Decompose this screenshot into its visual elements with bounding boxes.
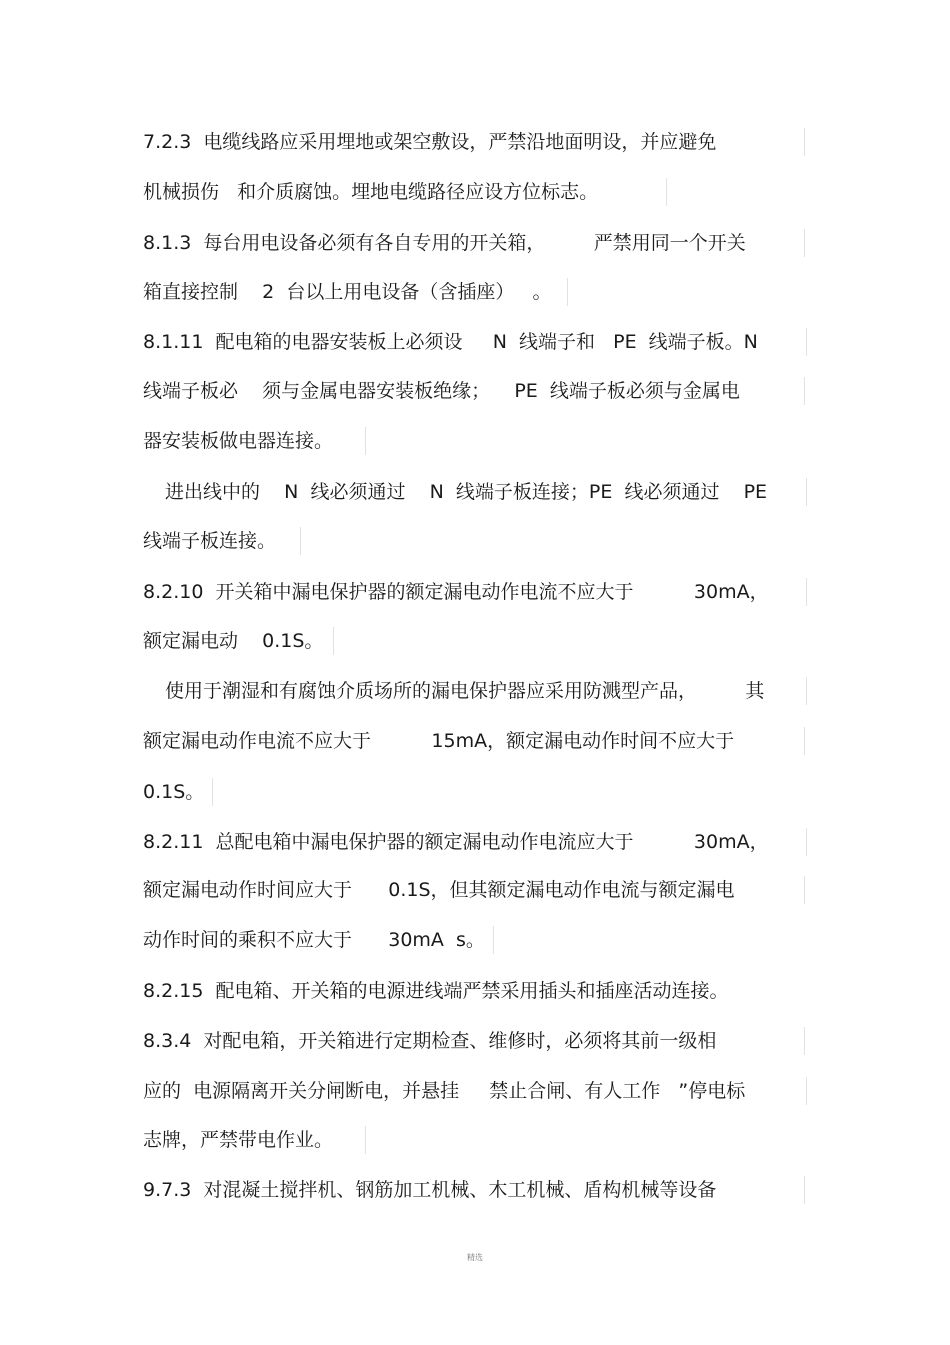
cell-rule [804,727,805,755]
cell-rule [365,427,366,455]
text-line-8-1-11-a: 8.1.11 配电箱的电器安装板上必须设 N 线端子和 PE 线端子板。N [143,331,758,353]
text-line-8-1-11-c: 器安装板做电器连接。 [143,430,334,452]
text-line-splash-a: 使用于潮湿和有腐蚀介质场所的漏电保护器应采用防溅型产品， 其 [165,680,765,702]
text-line-8-2-11-c: 动作时间的乘积不应大于 30mA s。 [143,929,485,951]
cell-rule [804,1027,805,1055]
cell-rule [804,229,805,257]
text-line-8-2-11-a: 8.2.11 总配电箱中漏电保护器的额定漏电动作电流应大于 30mA， [143,831,769,853]
text-line-8-1-3-b: 箱直接控制 2 台以上用电设备（含插座） 。 [143,281,552,303]
cell-rule [666,178,667,206]
cell-rule [567,278,568,306]
cell-rule [804,377,805,405]
cell-rule [806,677,807,705]
text-line-nline-b: 线端子板连接。 [143,530,277,552]
cell-rule [493,926,494,954]
cell-rule [806,328,807,356]
cell-rule [806,478,807,506]
text-line-splash-b: 额定漏电动作电流不应大于 15mA，额定漏电动作时间不应大于 [143,730,735,752]
cell-rule [804,876,805,904]
page-footer: 精选 [467,1253,483,1262]
text-line-splash-c: 0.1S。 [143,781,205,803]
text-line-8-2-10-b: 额定漏电动 0.1S。 [143,630,324,652]
text-line-9-7-3: 9.7.3 对混凝土搅拌机、钢筋加工机械、木工机械、盾构机械等设备 [143,1179,717,1201]
text-line-nline-a: 进出线中的 N 线必须通过 N 线端子板连接；PE 线必须通过 PE [165,481,768,503]
cell-rule [804,128,805,156]
text-line-8-3-4-c: 志牌，严禁带电作业。 [143,1129,334,1151]
text-line-8-1-3-a: 8.1.3 每台用电设备必须有各自专用的开关箱， 严禁用同一个开关 [143,232,746,254]
text-line-8-1-11-b: 线端子板必 须与金属电器安装板绝缘； PE 线端子板必须与金属电 [143,380,740,402]
text-line-8-3-4-b: 应的 电源隔离开关分闸断电，并悬挂 禁止合闸、有人工作 ”停电标 [143,1080,746,1102]
text-line-8-2-11-b: 额定漏电动作时间应大于 0.1S，但其额定漏电动作电流与额定漏电 [143,879,735,901]
cell-rule [300,527,301,555]
text-line-8-2-15: 8.2.15 配电箱、开关箱的电源进线端严禁采用插头和插座活动连接。 [143,980,729,1002]
text-line-7-2-3-b: 机械损伤 和介质腐蚀。埋地电缆路径应设方位标志。 [143,181,599,203]
text-line-7-2-3-a: 7.2.3 电缆线路应采用埋地或架空敷设，严禁沿地面明设，并应避免 [143,131,717,153]
cell-rule [806,578,807,606]
cell-rule [333,627,334,655]
text-line-8-2-10-a: 8.2.10 开关箱中漏电保护器的额定漏电动作电流不应大于 30mA， [143,581,769,603]
text-line-8-3-4-a: 8.3.4 对配电箱，开关箱进行定期检查、维修时，必须将其前一级相 [143,1030,717,1052]
cell-rule [804,1176,805,1204]
cell-rule [212,778,213,806]
cell-rule [365,1126,366,1154]
cell-rule [806,1077,807,1105]
cell-rule [806,828,807,856]
